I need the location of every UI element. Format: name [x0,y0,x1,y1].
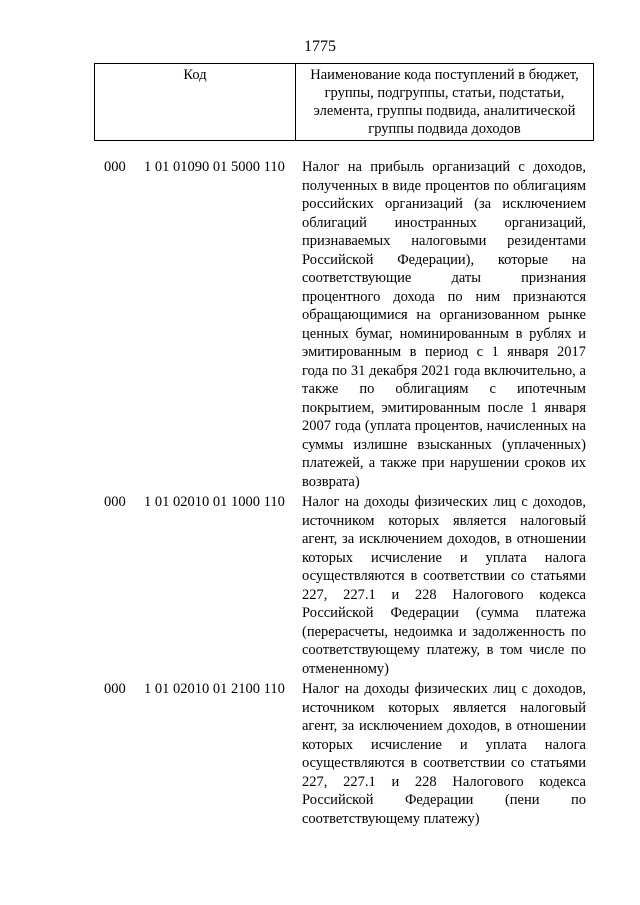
header-code: Код [95,64,296,141]
admin-code: 000 [104,494,126,510]
income-code: 1 01 02010 01 2100 110 [144,681,285,697]
admin-code: 000 [104,681,126,697]
income-code: 1 01 02010 01 1000 110 [144,494,285,510]
income-code: 1 01 01090 01 5000 110 [144,159,285,175]
table-row [0,491,640,678]
income-description: Налог на доходы физических лиц с доходов, источником которых является налоговый агент, за исключением доходов, в отношении которых исчисление и уплата налога осуществляются в соответствии со статьями 227, 227.1 и 228 Налогового кодекса Российской Федерации (сумма платежа (перерасчеты, недоимка и задолженность по соответствующему платежу, в том числе по отмененному) [302,494,586,677]
table-row [0,678,640,828]
income-description: Налог на прибыль организаций с доходов, полученных в виде процентов по облигациям российских организаций (за исключением облигаций иностранных организаций, признаваемых налоговыми резидентами Российской Федерации), которые на соответствующие даты признания процентного дохода по ним признаются обращающимися на организованном рынке ценных бумаг, номинированным в рублях и эмитированным в период с 1 января 2017 года по 31 декабря 2021 года включительно, а также по облигациям с ипотечным покрытием, эмитированным после 1 января 2007 года (уплата процентов, начисленных на суммы излишне взысканных (уплаченных) платежей, а также при нарушении сроков их возврата) [302,159,586,490]
income-description: Налог на доходы физических лиц с доходов, источником которых является налоговый агент, за исключением доходов, в отношении которых исчисление и уплата налога осуществляются в соответствии со статьями 227, 227.1 и 228 Налогового кодекса Российской Федерации (пени по соответствующему платежу) [302,681,586,827]
page-number: 1775 [304,38,336,55]
table-row [0,156,640,491]
admin-code: 000 [104,159,126,175]
table-header [94,63,594,141]
table-header-row [95,64,594,141]
income-code-list [0,156,640,828]
header-name: Наименование кода поступлений в бюджет, группы, подгруппы, статьи, подстатьи, элемента, группы подвида, аналитической группы подвида доходов [296,64,594,141]
